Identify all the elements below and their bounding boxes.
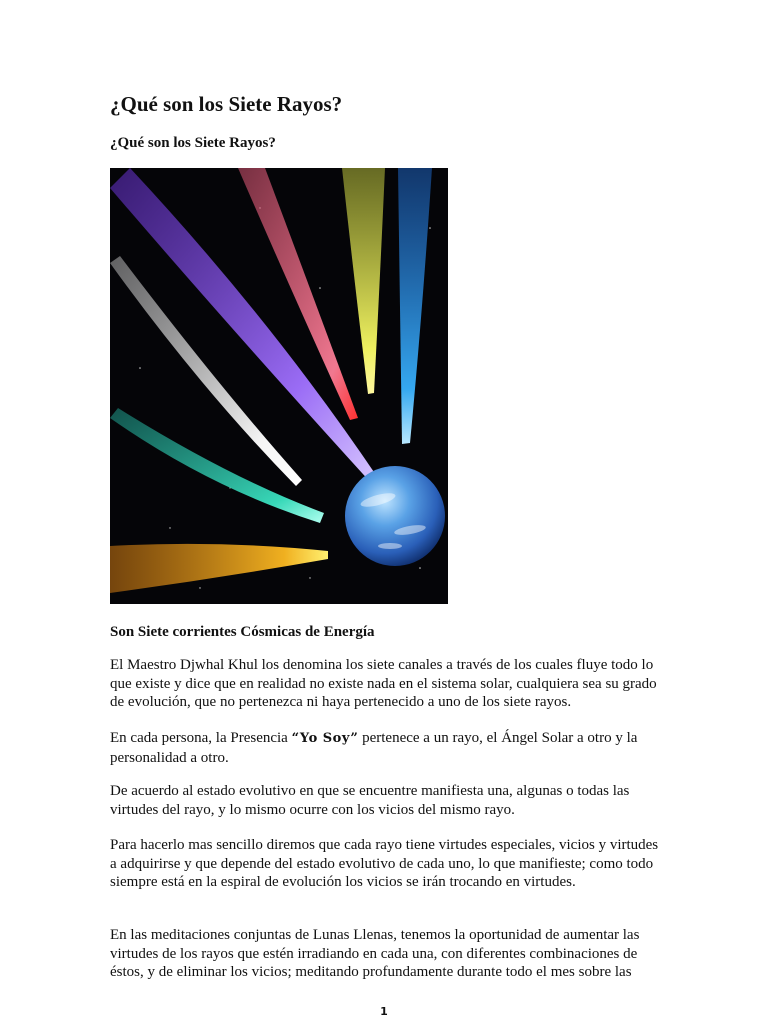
- paragraph-2-before: En cada persona, la Presencia: [110, 730, 292, 746]
- seven-rays-painting: [110, 168, 448, 604]
- paragraph-4: Para hacerlo mas sencillo diremos que cada rayo tiene virtudes especiales, vicios y virtudes a adquirirse y que depende del estado evolutivo de cada uno, lo que manifieste; como todo siempre está en la espiral de evolución los vicios se irán trocando en virtudes.: [110, 837, 659, 890]
- paragraph-3: De acuerdo al estado evolutivo en que se encuentre manifiesta una, algunas o todas las virtudes del rayo, y lo mismo ocurre con los vicios del mismo rayo.: [110, 783, 630, 818]
- paragraph-2: [110, 729, 660, 767]
- seven-rays-illustration: [110, 168, 448, 604]
- paragraph-1: El Maestro Djwhal Khul los denomina los siete canales a través de los cuales fluye todo lo que existe y dice que en realidad no existe nada en el sistema solar, cualquiera sea su grado de evolución, que no pertenezca ni haya pertenecido a uno de los siete rayos.: [110, 657, 657, 710]
- section-heading: Son Siete corrientes Cósmicas de Energía: [110, 624, 375, 640]
- paragraph-5: En las meditaciones conjuntas de Lunas Llenas, tenemos la oportunidad de aumentar las virtudes de los rayos que estén irradiando en cada una, con diferentes combinaciones de éstos, y de eliminar los vicios; meditando profundamente durante todo el mes sobre las: [110, 927, 640, 980]
- paragraph-2-after: pertenece a un rayo, el Ángel Solar a otro y la personalidad a otro.: [110, 730, 638, 766]
- page-title: ¿Qué son los Siete Rayos?: [110, 92, 343, 116]
- page-subtitle: ¿Qué son los Siete Rayos?: [110, 135, 276, 151]
- page-number: 1: [380, 1005, 388, 1018]
- yo-soy-emphasis: “Yo Soy”: [291, 731, 359, 746]
